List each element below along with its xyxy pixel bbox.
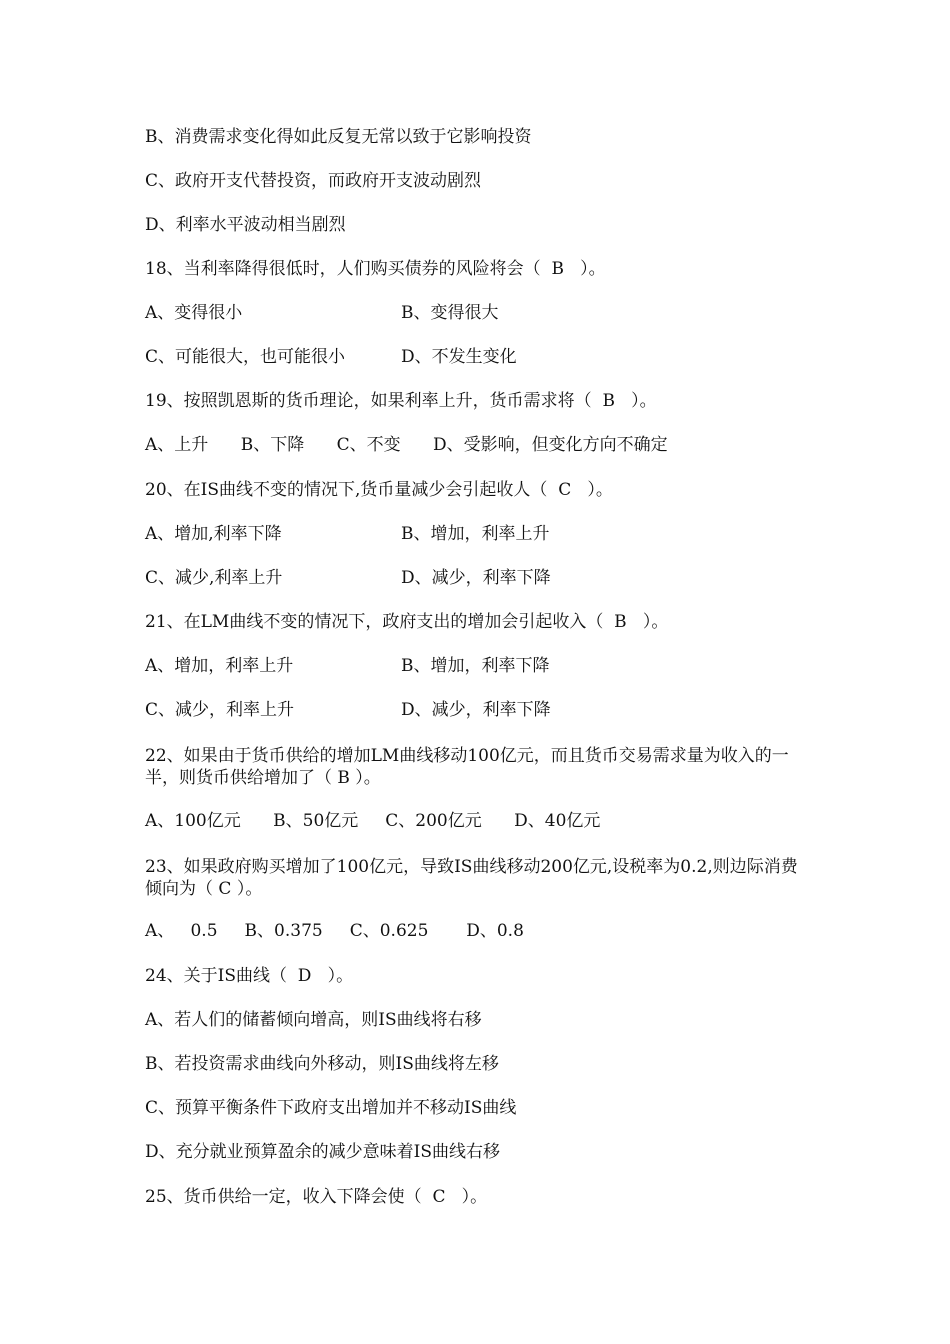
- option-21b: B、增加，利率下降: [401, 656, 550, 676]
- question-24: 24、关于IS曲线（ D ）。: [145, 966, 354, 986]
- option-24c: C、预算平衡条件下政府支出增加并不移动IS曲线: [145, 1098, 517, 1118]
- option-17c: C、政府开支代替投资，而政府开支波动剧烈: [145, 171, 482, 191]
- question-21: 21、在LM曲线不变的情况下，政府支出的增加会引起收入（ B ）。: [145, 612, 669, 632]
- question-23: 23、如果政府购买增加了100亿元，导致IS曲线移动200亿元,设税率为0.2,则边际消费倾向为（ C ）。: [145, 857, 798, 899]
- question-20: 20、在IS曲线不变的情况下,货币量减少会引起收人（ C ）。: [145, 480, 613, 500]
- option-24b: B、若投资需求曲线向外移动，则IS曲线将左移: [145, 1054, 499, 1074]
- question-22: 22、如果由于货币供给的增加LM曲线移动100亿元，而且货币交易需求量为收入的一半，则货币供给增加了（ B ）。: [145, 746, 789, 788]
- option-21d: D、减少，利率下降: [401, 700, 551, 720]
- question-25: 25、货币供给一定，收入下降会使（ C ）。: [145, 1187, 488, 1207]
- option-20c: C、减少,利率上升: [145, 568, 283, 588]
- options-19: A、上升 B、下降 C、不变 D、受影响，但变化方向不确定: [145, 435, 668, 455]
- option-18b: B、变得很大: [401, 303, 499, 323]
- option-17b: B、消费需求变化得如此反复无常以致于它影响投资: [145, 127, 532, 147]
- option-18d: D、不发生变化: [401, 347, 517, 367]
- option-24d: D、充分就业预算盈余的减少意味着IS曲线右移: [145, 1142, 500, 1162]
- option-20b: B、增加，利率上升: [401, 524, 550, 544]
- option-21c: C、减少，利率上升: [145, 700, 295, 720]
- option-21a: A、增加，利率上升: [145, 656, 294, 676]
- options-23: A、 0.5 B、0.375 C、0.625 D、0.8: [145, 921, 524, 941]
- question-19: 19、按照凯恩斯的货币理论，如果利率上升，货币需求将（ B ）。: [145, 391, 657, 411]
- option-20d: D、减少，利率下降: [401, 568, 551, 588]
- option-24a: A、若人们的储蓄倾向增高，则IS曲线将右移: [145, 1010, 482, 1030]
- option-17d: D、利率水平波动相当剧烈: [145, 215, 346, 235]
- question-18: 18、当利率降得很低时，人们购买债券的风险将会（ B ）。: [145, 259, 606, 279]
- options-22: A、100亿元 B、50亿元 C、200亿元 D、40亿元: [145, 811, 601, 831]
- option-20a: A、增加,利率下降: [145, 524, 282, 544]
- option-18c: C、可能很大，也可能很小: [145, 347, 346, 367]
- option-18a: A、变得很小: [145, 303, 243, 323]
